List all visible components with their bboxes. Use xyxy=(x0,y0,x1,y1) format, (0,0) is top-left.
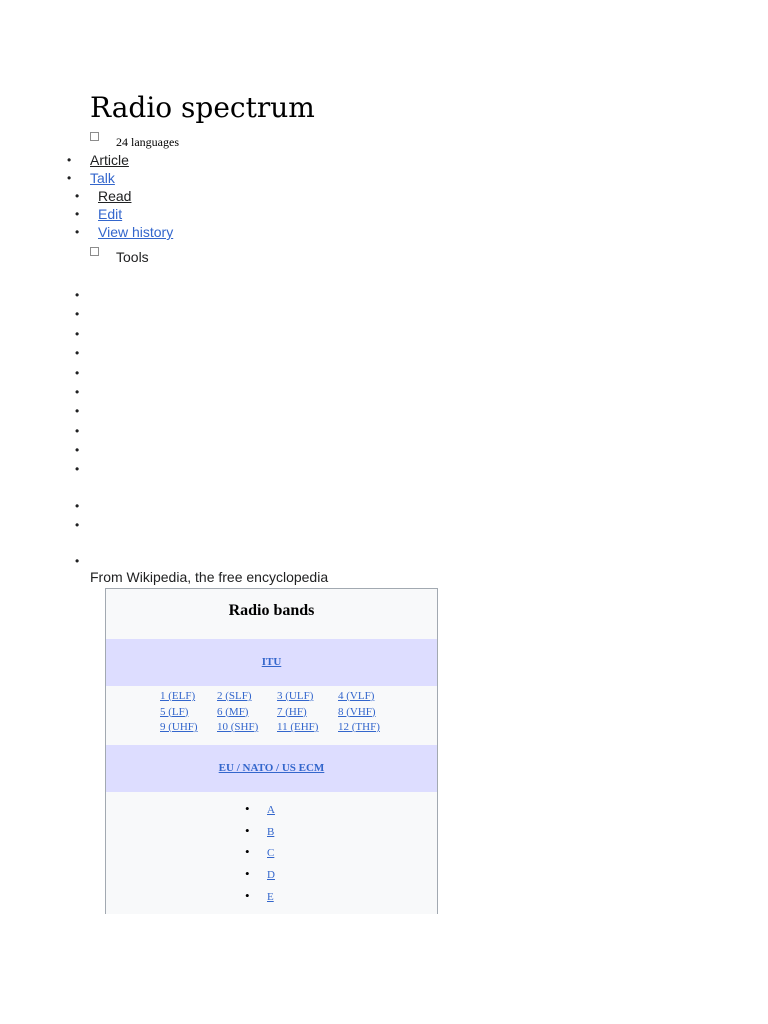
empty-list-bullet: • xyxy=(75,288,80,302)
ecm-band-link[interactable]: B xyxy=(267,825,275,838)
empty-list-bullet: • xyxy=(75,404,80,418)
empty-list-bullet: • xyxy=(75,385,80,399)
empty-list-bullet: • xyxy=(75,346,80,360)
infobox-title: Radio bands xyxy=(228,602,315,619)
empty-list-bullet: • xyxy=(75,499,80,513)
list-item xyxy=(267,846,275,868)
list-item xyxy=(267,868,275,890)
itu-band-link[interactable]: 7 (HF) xyxy=(277,705,307,718)
empty-list-bullet: • xyxy=(75,443,80,457)
tab-edit-label[interactable]: Edit xyxy=(98,206,123,222)
tab-article-label[interactable]: Article xyxy=(90,152,129,168)
page-title: Radio spectrum xyxy=(90,91,315,124)
list-item xyxy=(267,803,275,825)
tab-view-history[interactable] xyxy=(98,223,173,241)
empty-list-bullet: • xyxy=(75,307,80,321)
tab-talk[interactable] xyxy=(90,169,115,187)
tab-read[interactable] xyxy=(98,187,131,205)
ecm-band-link[interactable]: D xyxy=(267,869,275,882)
list-item xyxy=(267,825,275,847)
itu-band-link[interactable]: 3 (ULF) xyxy=(277,690,314,702)
empty-list-bullet: • xyxy=(75,424,80,438)
itu-band-link[interactable]: 2 (SLF) xyxy=(217,690,252,702)
radio-bands-infobox xyxy=(105,588,438,914)
itu-band-link[interactable]: 5 (LF) xyxy=(160,705,189,718)
itu-band-link[interactable]: 6 (MF) xyxy=(217,705,249,718)
ecm-band-list xyxy=(267,803,275,911)
itu-band-link[interactable]: 12 (THF) xyxy=(338,721,380,733)
ecm-band-link[interactable]: A xyxy=(267,804,275,816)
tab-view-history-label[interactable]: View history xyxy=(98,224,174,240)
infobox-header-ecm xyxy=(106,745,437,792)
ecm-band-link[interactable]: C xyxy=(267,847,275,860)
tab-read-label[interactable]: Read xyxy=(98,188,132,204)
language-toggle-checkbox[interactable] xyxy=(90,132,99,141)
itu-band-grid xyxy=(160,690,398,737)
infobox-header-itu xyxy=(106,639,437,686)
itu-band-link[interactable]: 8 (VHF) xyxy=(338,705,376,718)
tools-label[interactable]: Tools xyxy=(116,249,149,265)
tab-talk-label[interactable]: Talk xyxy=(90,170,115,186)
ecm-band-link[interactable]: E xyxy=(267,890,274,903)
empty-list-bullet: • xyxy=(75,554,80,568)
tab-edit[interactable] xyxy=(98,205,122,223)
itu-band-link[interactable]: 11 (EHF) xyxy=(277,721,319,733)
empty-list-bullet: • xyxy=(75,366,80,380)
itu-band-link[interactable]: 1 (ELF) xyxy=(160,690,196,702)
ecm-link[interactable]: EU / NATO / US ECM xyxy=(218,762,325,774)
itu-band-link[interactable]: 10 (SHF) xyxy=(217,721,259,733)
itu-link[interactable]: ITU xyxy=(261,656,282,668)
tab-article[interactable] xyxy=(90,151,129,169)
itu-band-link[interactable]: 9 (UHF) xyxy=(160,721,198,733)
list-item xyxy=(267,890,275,912)
site-tagline: From Wikipedia, the free encyclopedia xyxy=(90,569,329,585)
empty-list-bullet: • xyxy=(75,462,80,476)
empty-list-bullet: • xyxy=(75,518,80,532)
tools-toggle-checkbox[interactable] xyxy=(90,247,99,256)
itu-band-link[interactable]: 4 (VLF) xyxy=(338,690,375,702)
language-count-label[interactable]: 24 languages xyxy=(116,135,179,149)
empty-list-bullet: • xyxy=(75,327,80,341)
